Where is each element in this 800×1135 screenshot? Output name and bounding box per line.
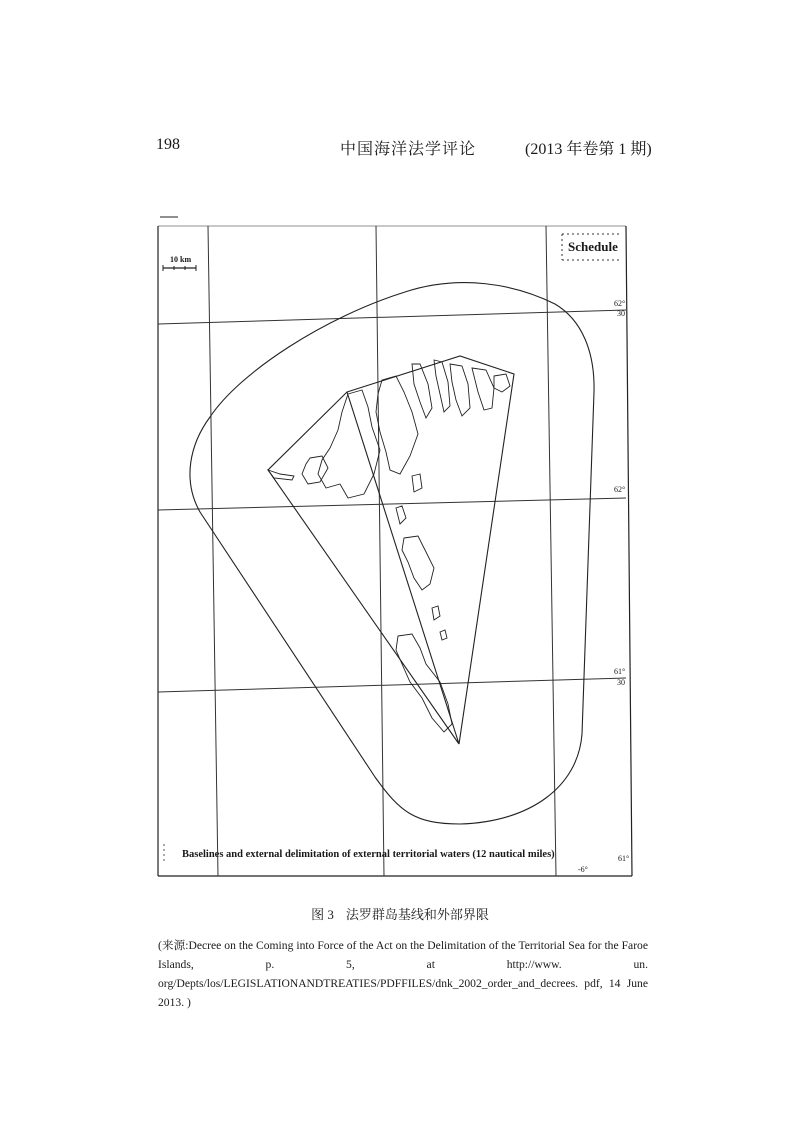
figure-caption	[0, 904, 800, 923]
island-sandoy	[402, 536, 434, 590]
parallel-line-61-30	[158, 678, 626, 692]
lat-label-61-deg: 61°	[618, 854, 630, 863]
parallel-line-62	[158, 498, 626, 510]
faroe-map	[150, 212, 640, 884]
lat-label-61-30-deg: 61°	[614, 667, 626, 676]
lat-label-62-deg: 62°	[614, 485, 626, 494]
parallel-line-62-30	[158, 310, 626, 324]
island-kalsoy	[412, 364, 432, 418]
island-bordoy	[450, 364, 470, 416]
scale-bar	[163, 255, 196, 271]
island-kunoy	[434, 360, 450, 412]
island-skuvoy	[432, 606, 440, 620]
journal-title: 中国海洋法学评论	[340, 141, 477, 158]
schedule-label: Schedule	[568, 239, 618, 254]
island-eysturoy	[376, 376, 418, 474]
issue-info: (2013 年卷第 1 期)	[525, 141, 652, 158]
island-fugloy	[494, 374, 510, 392]
island-mykines	[268, 470, 294, 480]
island-vidoy	[472, 368, 494, 410]
schedule-box	[562, 234, 620, 260]
figure-source-note: (来源:Decree on the Coming into Force of the Act on the Delimitation of the Territorial Sea for the Faroe Islands, p. 5, at http://www. un. org/Depts/los/LEGISLATIONANDTREATIES/PDFFILES/dnk_2002_order_and_decrees. pdf, 14 June 2013. )	[158, 939, 648, 1009]
straight-baselines	[268, 356, 514, 744]
faroe-islands	[268, 360, 510, 732]
lon-label: -6°	[578, 865, 588, 874]
faroe-map-figure	[150, 212, 640, 884]
scale-label: 10 km	[170, 255, 192, 264]
meridian-line-2	[376, 226, 384, 876]
island-nolsoy	[412, 474, 422, 492]
territorial-sea-limit	[190, 283, 594, 824]
lat-label-62-30-min: 30	[617, 309, 625, 318]
island-streymoy	[318, 390, 380, 498]
page-number: 198	[156, 136, 180, 153]
island-vagar	[302, 456, 328, 484]
lat-label-61-30-min: 30	[617, 678, 625, 687]
meridian-line-3	[546, 226, 556, 876]
map-bottom-caption: Baselines and external delimitation of external territorial waters (12 nautical miles)	[182, 849, 555, 860]
lat-label-62-30-deg: 62°	[614, 299, 626, 308]
map-frame-right	[626, 226, 632, 876]
meridian-line-1	[208, 226, 218, 876]
figure-label: 图 3	[311, 907, 334, 922]
island-stora-dimun	[440, 630, 447, 640]
figure-title: 法罗群岛基线和外部界限	[345, 907, 489, 922]
island-hestur	[396, 506, 406, 524]
